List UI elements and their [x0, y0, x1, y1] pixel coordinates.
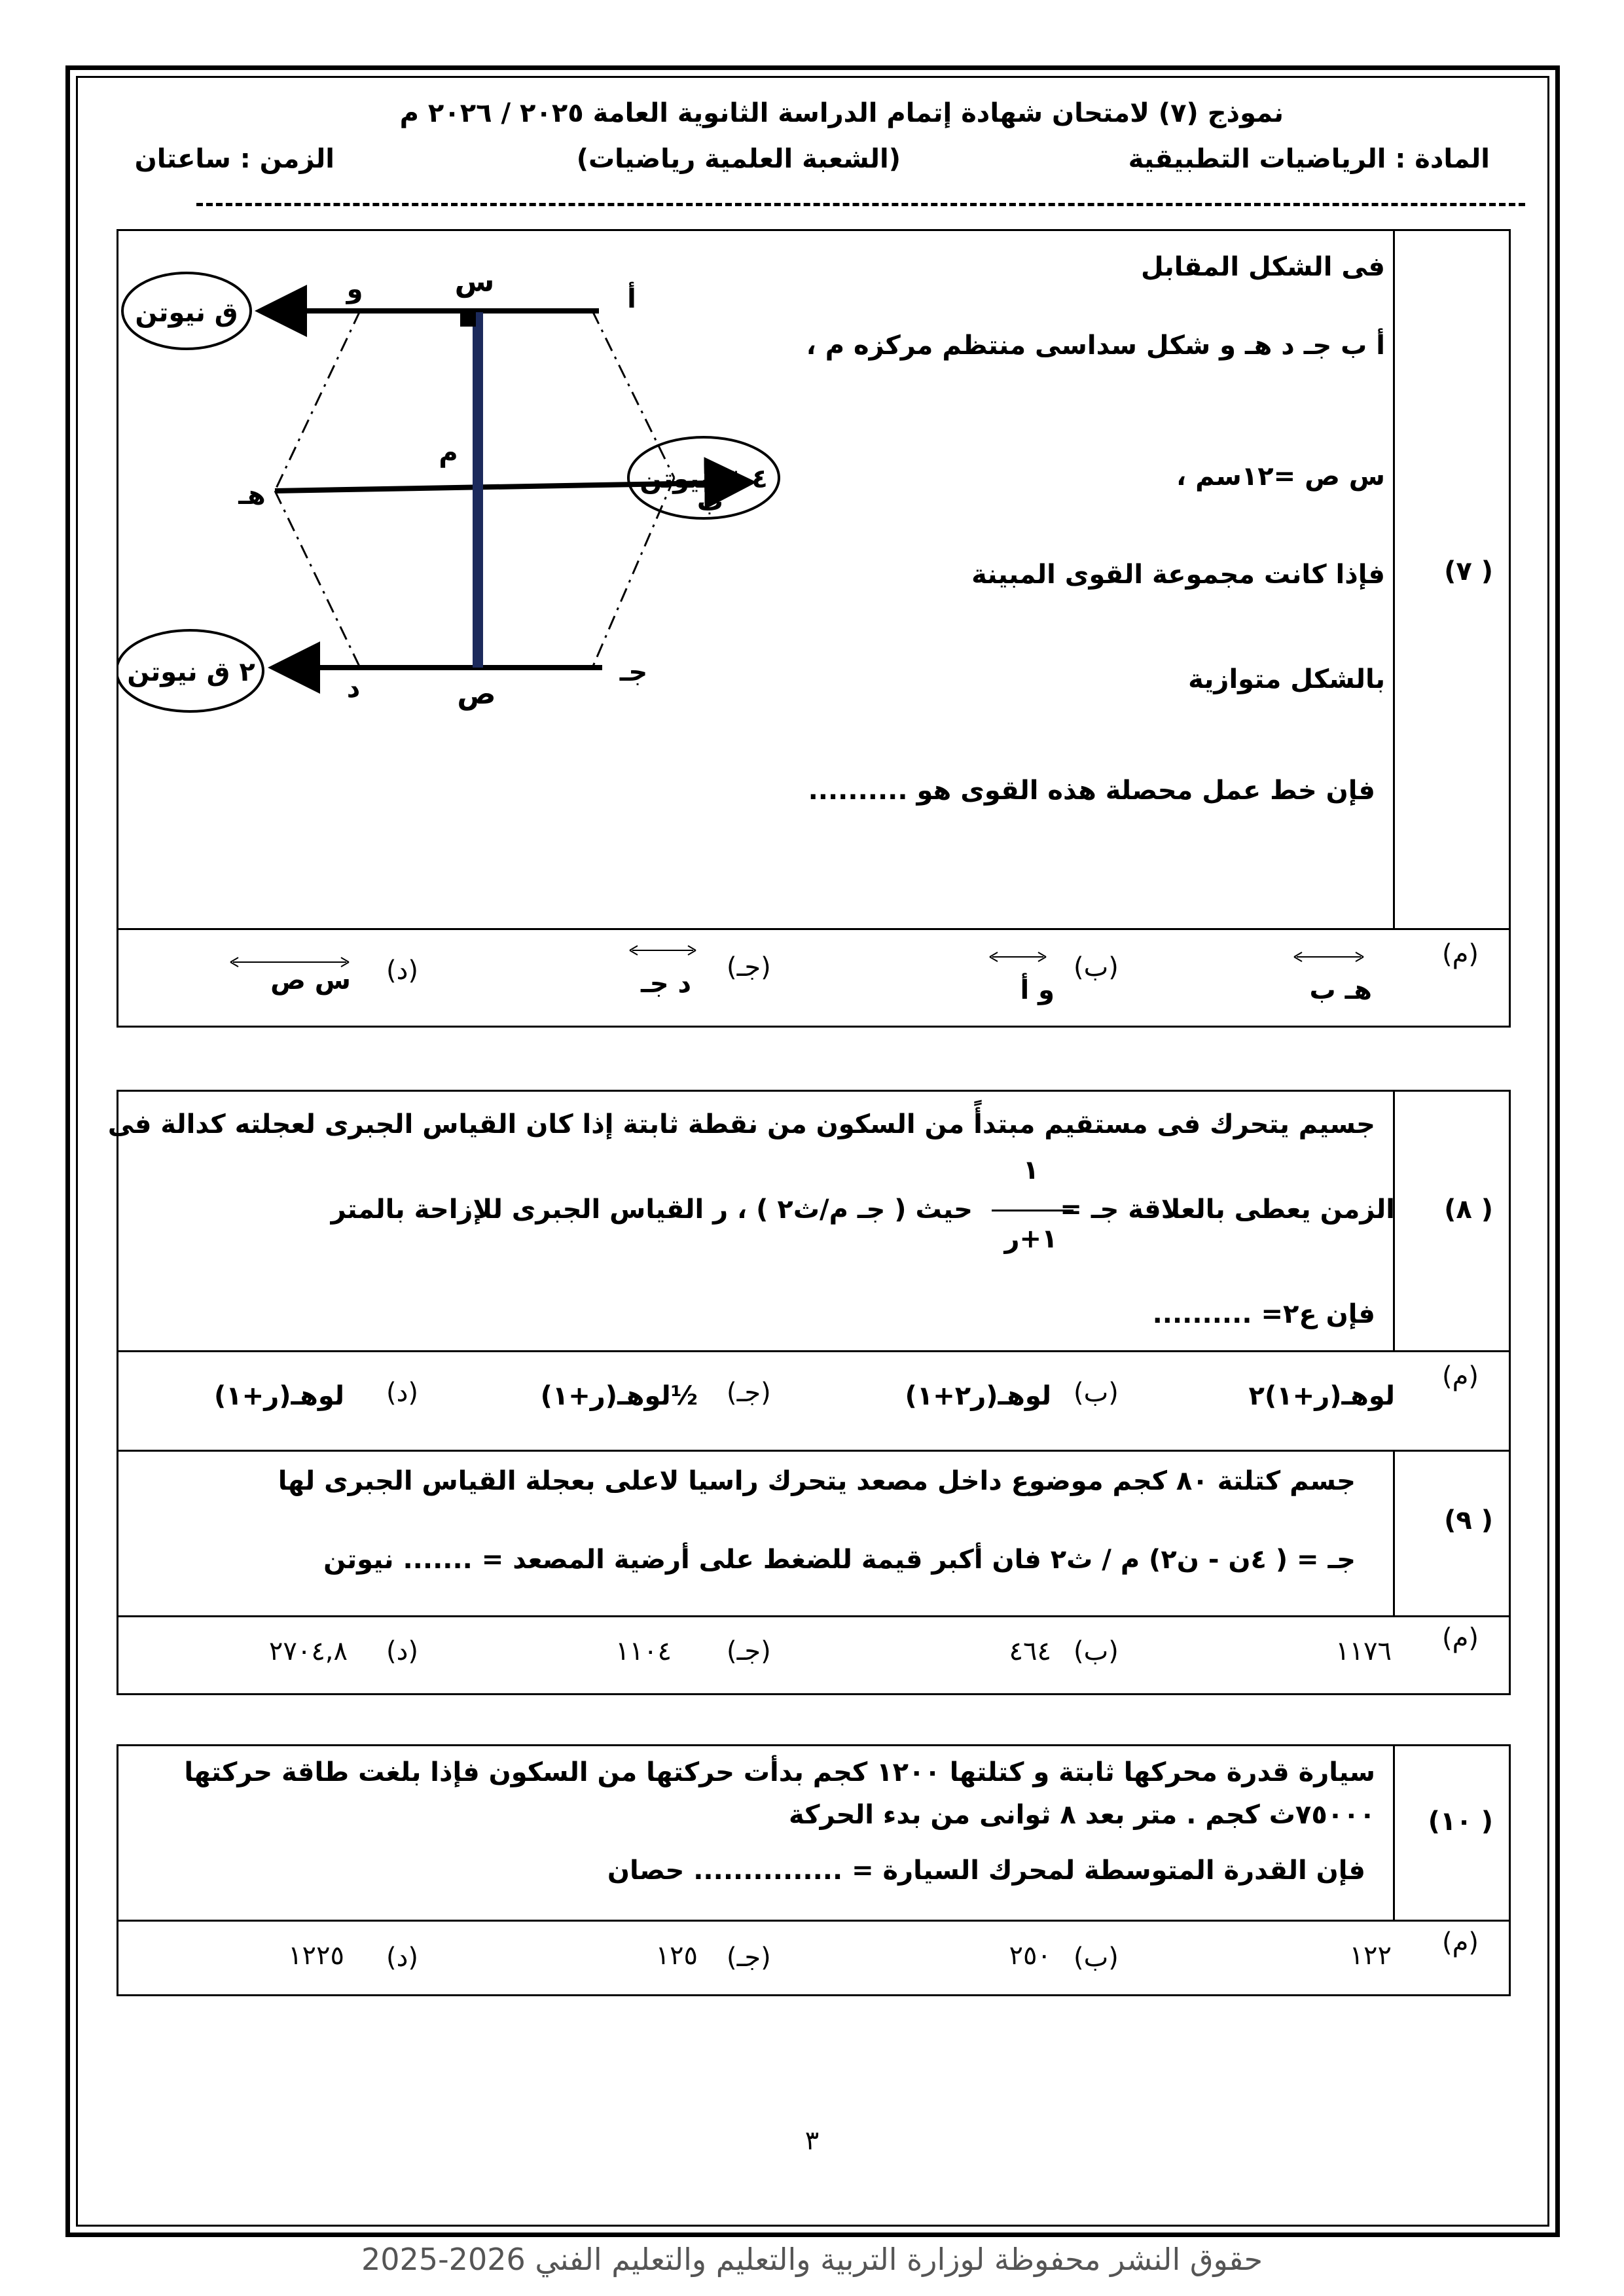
q8-choice-d-value[interactable]: لوهـ(ر+١) — [213, 1381, 344, 1411]
q7-choice-c-label[interactable]: (جـ) — [727, 952, 771, 982]
q7-choice-d-line-icon — [229, 954, 350, 970]
point-m: م — [439, 438, 458, 468]
q9-choice-c-label[interactable]: (جـ) — [727, 1636, 771, 1666]
point-a: أ — [627, 284, 636, 314]
q8-line-3: فإن ع٢= .......... — [1152, 1299, 1375, 1329]
hex-side-bc — [592, 478, 674, 668]
q7-choice-a-value[interactable]: هـ ب — [1309, 975, 1372, 1005]
q9-choice-c-value[interactable]: ١١٠٤ — [615, 1636, 672, 1666]
q8-fraction-bar — [992, 1210, 1074, 1211]
q7-choice-b-line-icon — [988, 949, 1047, 965]
q8-q9-divider — [117, 1450, 1511, 1452]
q9-choice-a-value[interactable]: ١١٧٦ — [1335, 1636, 1392, 1666]
q10-number: ( ١٠) — [1428, 1806, 1493, 1837]
q10-choices-tag: (م) — [1442, 1928, 1479, 1958]
branch-label: (الشعبة العلمية رياضيات) — [576, 144, 901, 174]
q9-number: ( ٩) — [1444, 1505, 1493, 1535]
q7-choice-b-value[interactable]: و أ — [1020, 975, 1055, 1005]
q8-choice-b-label[interactable]: (ب) — [1074, 1378, 1119, 1408]
q8-line-2b: حيث ( جـ م/ث٢ ) ، ر القياس الجبرى للإزاحة بالمتر — [331, 1194, 973, 1225]
q10-choice-c-value[interactable]: ١٢٥ — [655, 1941, 698, 1971]
point-y: ص — [457, 677, 496, 711]
q10-line-1: سيارة قدرة محركها ثابتة و كتلتها ١٢٠٠ كجم بدأت حركتها من السكون فإذا بلغت طاقة حركتها — [184, 1757, 1375, 1787]
q10-choice-c-label[interactable]: (جـ) — [727, 1943, 771, 1973]
time-label: الزمن : ساعتان — [134, 144, 334, 174]
q10-line-2: ٧٥٠٠٠ث كجم . متر بعد ٨ ثوانى من بدء الحركة — [789, 1800, 1375, 1830]
point-b: ب — [696, 487, 724, 517]
hex-side-ed — [275, 491, 360, 668]
hex-side-we — [275, 311, 360, 491]
q8-choices-tag: (م) — [1442, 1361, 1479, 1391]
q9-number-divider — [1393, 1450, 1395, 1617]
page-number: ٣ — [804, 2126, 820, 2156]
force-bot-label: ٢ ق نيوتن — [127, 657, 255, 687]
q9-choices-divider — [117, 1615, 1511, 1617]
q8-choice-b-value[interactable]: لوهـ(ر٢+١) — [905, 1381, 1051, 1411]
q7-line-6: فإن خط عمل محصلة هذه القوى هو .......... — [808, 776, 1375, 806]
q7-line-3: س ص =١٢سم ، — [1176, 461, 1385, 492]
point-w: و — [346, 274, 363, 304]
q10-choice-a-value[interactable]: ١٢٢ — [1349, 1941, 1392, 1971]
q7-choice-c-value[interactable]: د جـ — [641, 969, 691, 999]
q8-fraction-numerator: ١ — [1022, 1155, 1039, 1185]
q7-choices-divider — [117, 928, 1511, 930]
q8-number: ( ٨) — [1444, 1194, 1493, 1225]
q7-number: ( ٧) — [1444, 556, 1493, 586]
exam-title: نموذج (٧) لامتحان شهادة إتمام الدراسة الثانوية العامة ٢٠٢٥ / ٢٠٢٦ م — [399, 98, 1284, 128]
right-angle-mark — [460, 308, 476, 327]
q9-line-1: جسم كتلتة ٨٠ كجم موضوع داخل مصعد يتحرك راسيا لاعلى بعجلة القياس الجبرى لها — [278, 1466, 1356, 1496]
q9-choice-d-label[interactable]: (د) — [386, 1636, 419, 1666]
point-d: د — [346, 673, 361, 704]
q9-line-2: جـ = ( ٤ن - ن٢) م / ث٢ فان أكبر قيمة للضغط على أرضية المصعد = ....... نيوتن — [323, 1545, 1356, 1575]
q8-fraction-denominator: ١+ر — [1004, 1224, 1058, 1254]
q7-choice-a-line-icon — [1293, 949, 1365, 965]
q7-line-5: بالشكل متوازية — [1188, 664, 1385, 694]
q10-choice-d-value[interactable]: ١٢٢٥ — [288, 1941, 344, 1971]
q9-choices-tag: (م) — [1442, 1623, 1479, 1653]
q7-choices-tag: (م) — [1442, 939, 1479, 969]
q7-choice-d-value[interactable]: س ص — [270, 965, 351, 996]
q10-choices-divider — [117, 1920, 1511, 1922]
q8-choice-d-label[interactable]: (د) — [386, 1378, 419, 1408]
q7-choice-d-label[interactable]: (د) — [386, 956, 419, 986]
point-e: هـ — [238, 480, 266, 511]
q8-choice-c-value[interactable]: ½لوهـ(ر+١) — [540, 1381, 698, 1411]
force-mid-label: ٤ ق نيوتن — [640, 464, 768, 494]
q7-line-1: فى الشكل المقابل — [1141, 252, 1385, 282]
hex-side-ab — [592, 311, 674, 478]
q9-choice-b-value[interactable]: ٤٦٤ — [1009, 1636, 1051, 1666]
q8-line-1: جسيم يتحرك فى مستقيم مبتدأً من السكون من نقطة ثابتة إذا كان القياس الجبرى لعجلته كدالة فى — [107, 1109, 1375, 1139]
copyright-footer: حقوق النشر محفوظة لوزارة التربية والتعليم والتعليم الفني 2026-2025 — [361, 2242, 1263, 2277]
subject-label: المادة : الرياضيات التطبيقية — [1128, 144, 1490, 174]
q9-choice-d-value[interactable]: ٢٧٠٤,٨ — [268, 1636, 348, 1666]
q7-line-4: فإذا كانت مجموعة القوى المبينة — [971, 560, 1385, 590]
q7-choice-b-label[interactable]: (ب) — [1074, 952, 1119, 982]
q9-choice-b-label[interactable]: (ب) — [1074, 1636, 1119, 1666]
q8-choice-c-label[interactable]: (جـ) — [727, 1378, 771, 1408]
q7-number-divider — [1393, 229, 1395, 929]
q7-choice-c-line-icon — [628, 942, 697, 958]
q10-choice-d-label[interactable]: (د) — [386, 1943, 419, 1973]
q8-line-2a: الزمن يعطى بالعلاقة جـ = — [1060, 1194, 1395, 1225]
q10-choice-b-value[interactable]: ٢٥٠ — [1009, 1941, 1051, 1971]
q8-choice-a-value[interactable]: لوهـ(ر+١)٢ — [1248, 1381, 1395, 1411]
q8-choices-divider — [117, 1350, 1511, 1352]
q10-choice-b-label[interactable]: (ب) — [1074, 1943, 1119, 1973]
q10-number-divider — [1393, 1744, 1395, 1921]
header-divider — [196, 203, 1525, 206]
force-top-label: ق نيوتن — [135, 298, 238, 328]
hexagon-force-figure — [118, 252, 785, 723]
q7-line-2: أ ب جـ د هـ و شكل سداسى منتظم مركزه م ، — [806, 331, 1385, 361]
point-c: جـ — [619, 657, 648, 687]
q10-line-3: فإن القدرة المتوسطة لمحرك السيارة = ............... حصان — [607, 1856, 1365, 1886]
point-s: س — [454, 265, 495, 298]
